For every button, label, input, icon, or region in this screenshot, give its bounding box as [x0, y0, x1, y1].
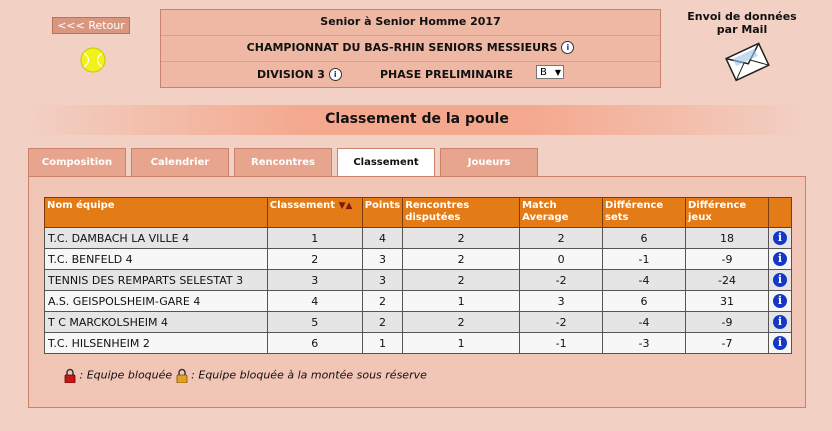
- sets-cell: -4: [603, 270, 686, 291]
- team-name: A.S. GEISPOLSHEIM-GARE 4: [45, 291, 268, 312]
- col-played[interactable]: Rencontres disputées: [403, 198, 520, 228]
- col-match-average[interactable]: Match Average: [520, 198, 603, 228]
- played-cell: 1: [403, 333, 520, 354]
- table-row: [45, 270, 792, 291]
- info-icon[interactable]: i: [773, 315, 787, 329]
- championship-info-icon[interactable]: i: [561, 41, 574, 54]
- envelope-icon[interactable]: [723, 40, 771, 82]
- tab-classement[interactable]: Classement: [337, 148, 435, 178]
- played-cell: 2: [403, 228, 520, 249]
- info-icon[interactable]: i: [773, 294, 787, 308]
- rank-cell: 4: [267, 291, 362, 312]
- championship-title: CHAMPIONNAT DU BAS-RHIN SENIORS MESSIEURS: [246, 41, 558, 54]
- team-name: T C MARCKOLSHEIM 4: [45, 312, 268, 333]
- average-cell: -2: [520, 270, 603, 291]
- col-points[interactable]: Points: [362, 198, 402, 228]
- average-cell: -1: [520, 333, 603, 354]
- table-row: [45, 249, 792, 270]
- tennis-ball-icon: [79, 46, 107, 74]
- games-cell: 18: [686, 228, 769, 249]
- sort-arrows-icon[interactable]: ▼▲: [338, 201, 353, 211]
- chevron-down-icon: ▼: [554, 68, 561, 77]
- team-name: T.C. BENFELD 4: [45, 249, 268, 270]
- division-info-icon[interactable]: i: [329, 68, 342, 81]
- competition-header: [160, 9, 661, 88]
- rank-cell: 1: [267, 228, 362, 249]
- col-team[interactable]: Nom équipe: [45, 198, 268, 228]
- legend-blocked: : Equipe bloquée: [79, 368, 173, 382]
- tab-calendrier[interactable]: Calendrier: [131, 148, 229, 176]
- col-info: [768, 198, 791, 228]
- team-name: T.C. DAMBACH LA VILLE 4: [45, 228, 268, 249]
- games-cell: -24: [686, 270, 769, 291]
- lock-red-icon: [64, 368, 76, 383]
- page-title: Classement de la poule: [325, 111, 509, 127]
- team-name: TENNIS DES REMPARTS SELESTAT 3: [45, 270, 268, 291]
- played-cell: 2: [403, 312, 520, 333]
- points-cell: 3: [362, 270, 402, 291]
- phase-select-value: B: [540, 67, 547, 78]
- sets-cell: 6: [603, 228, 686, 249]
- mail-export-label[interactable]: Envoi de données par Mail: [687, 10, 797, 36]
- info-icon[interactable]: i: [773, 252, 787, 266]
- sets-cell: 6: [603, 291, 686, 312]
- played-cell: 1: [403, 291, 520, 312]
- average-cell: 2: [520, 228, 603, 249]
- points-cell: 2: [362, 291, 402, 312]
- info-icon[interactable]: i: [773, 273, 787, 287]
- points-cell: 2: [362, 312, 402, 333]
- games-cell: -7: [686, 333, 769, 354]
- games-cell: 31: [686, 291, 769, 312]
- table-row: [45, 312, 792, 333]
- title-band: [28, 105, 806, 135]
- info-icon[interactable]: i: [773, 231, 787, 245]
- average-cell: -2: [520, 312, 603, 333]
- games-cell: -9: [686, 249, 769, 270]
- rank-cell: 5: [267, 312, 362, 333]
- tab-composition[interactable]: Composition: [28, 148, 126, 176]
- points-cell: 1: [362, 333, 402, 354]
- col-rank[interactable]: Classement ▼▲: [267, 198, 362, 228]
- lock-orange-icon: [176, 368, 188, 383]
- played-cell: 2: [403, 270, 520, 291]
- tab-joueurs[interactable]: Joueurs: [440, 148, 538, 176]
- legend-blocked-reserve: : Equipe bloquée à la montée sous réserve: [191, 368, 427, 382]
- team-name: T.C. HILSENHEIM 2: [45, 333, 268, 354]
- sets-cell: -4: [603, 312, 686, 333]
- played-cell: 2: [403, 249, 520, 270]
- rank-cell: 6: [267, 333, 362, 354]
- points-cell: 3: [362, 249, 402, 270]
- back-button[interactable]: <<< Retour: [52, 17, 130, 34]
- phase-select[interactable]: [536, 65, 564, 79]
- average-cell: 0: [520, 249, 603, 270]
- rank-cell: 2: [267, 249, 362, 270]
- phase-label: PHASE PRELIMINAIRE: [380, 68, 514, 81]
- table-row: [45, 228, 792, 249]
- col-set-difference[interactable]: Différence sets: [603, 198, 686, 228]
- legend: [64, 368, 427, 383]
- sets-cell: -1: [603, 249, 686, 270]
- competition-category: Senior à Senior Homme 2017: [320, 15, 501, 28]
- info-icon[interactable]: i: [773, 336, 787, 350]
- tab-rencontres[interactable]: Rencontres: [234, 148, 332, 176]
- games-cell: -9: [686, 312, 769, 333]
- sets-cell: -3: [603, 333, 686, 354]
- points-cell: 4: [362, 228, 402, 249]
- rank-cell: 3: [267, 270, 362, 291]
- col-game-difference[interactable]: Différence jeux: [686, 198, 769, 228]
- table-row: [45, 291, 792, 312]
- ranking-table: [44, 197, 792, 354]
- division-label: DIVISION 3: [257, 68, 325, 81]
- table-row: [45, 333, 792, 354]
- average-cell: 3: [520, 291, 603, 312]
